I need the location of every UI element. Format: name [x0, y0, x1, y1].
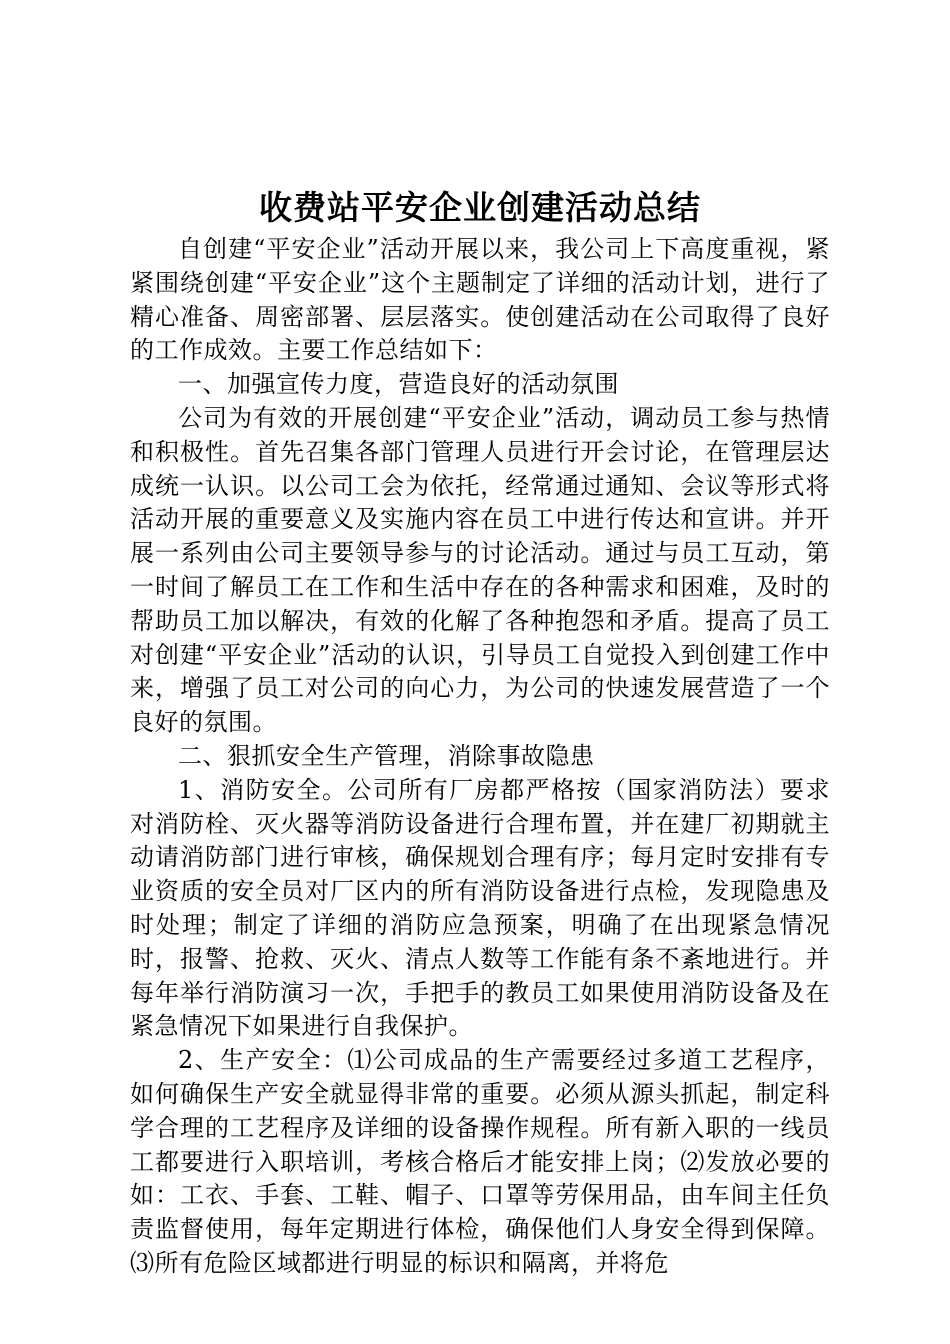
production-safety-paragraph: 2、生产安全：⑴公司成品的生产需要经过多道工艺程序，如何确保生产安全就显得非常的重要。必须从源头抓起，制定科学合理的工艺程序及详细的设备操作规程。所有新入职的一线员工都要进行入职培训，考核合格后才能安排上岗；⑵发放必要的如：工衣、手套、工鞋、帽子、口罩等劳保用品，由车间主任负责监督使用，每年定期进行体检，确保他们人身安全得到保障。⑶所有危险区域都进行明显的标识和隔离，并将危	[130, 1046, 830, 1277]
document-body	[130, 233, 830, 1281]
publicity-paragraph: 公司为有效的开展创建“平安企业”活动，调动员工参与热情和积极性。首先召集各部门管理人员进行开会讨论，在管理层达成统一认识。以公司工会为依托，经常通过通知、会议等形式将活动开展的重要意义及实施内容在员工中进行传达和宣讲。并开展一系列由公司主要领导参与的讨论活动。通过与员工互动，第一时间了解员工在工作和生活中存在的各种需求和困难，及时的帮助员工加以解决，有效的化解了各种抱怨和矛盾。提高了员工对创建“平安企业”活动的认识，引导员工自觉投入到创建工作中来，增强了员工对公司的向心力，为公司的快速发展营造了一个良好的氛围。	[130, 403, 830, 737]
section-heading-safety: 二、狠抓安全生产管理，消除事故隐患	[178, 741, 595, 770]
document-title: 收费站平安企业创建活动总结	[259, 188, 701, 227]
section-heading-publicity: 一、加强宣传力度，营造良好的活动氛围	[178, 370, 619, 399]
intro-paragraph: 自创建“平安企业”活动开展以来，我公司上下高度重视，紧紧围绕创建“平安企业”这个主题制定了详细的活动计划，进行了精心准备、周密部署、层层落实。使创建活动在公司取得了良好的工作成效。主要工作总结如下：	[130, 235, 830, 365]
fire-safety-paragraph: 1、消防安全。公司所有厂房都严格按（国家消防法）要求对消防栓、灭火器等消防设备进行合理布置，并在建厂初期就主动请消防部门进行审核，确保规划合理有序；每月定时安排有专业资质的安全员对厂区内的所有消防设备进行点检，发现隐患及时处理；制定了详细的消防应急预案，明确了在出现紧急情况时，报警、抢救、灭火、清点人数等工作能有条不紊地进行。并每年举行消防演习一次，手把手的教员工如果使用消防设备及在紧急情况下如果进行自我保护。	[130, 775, 830, 1041]
